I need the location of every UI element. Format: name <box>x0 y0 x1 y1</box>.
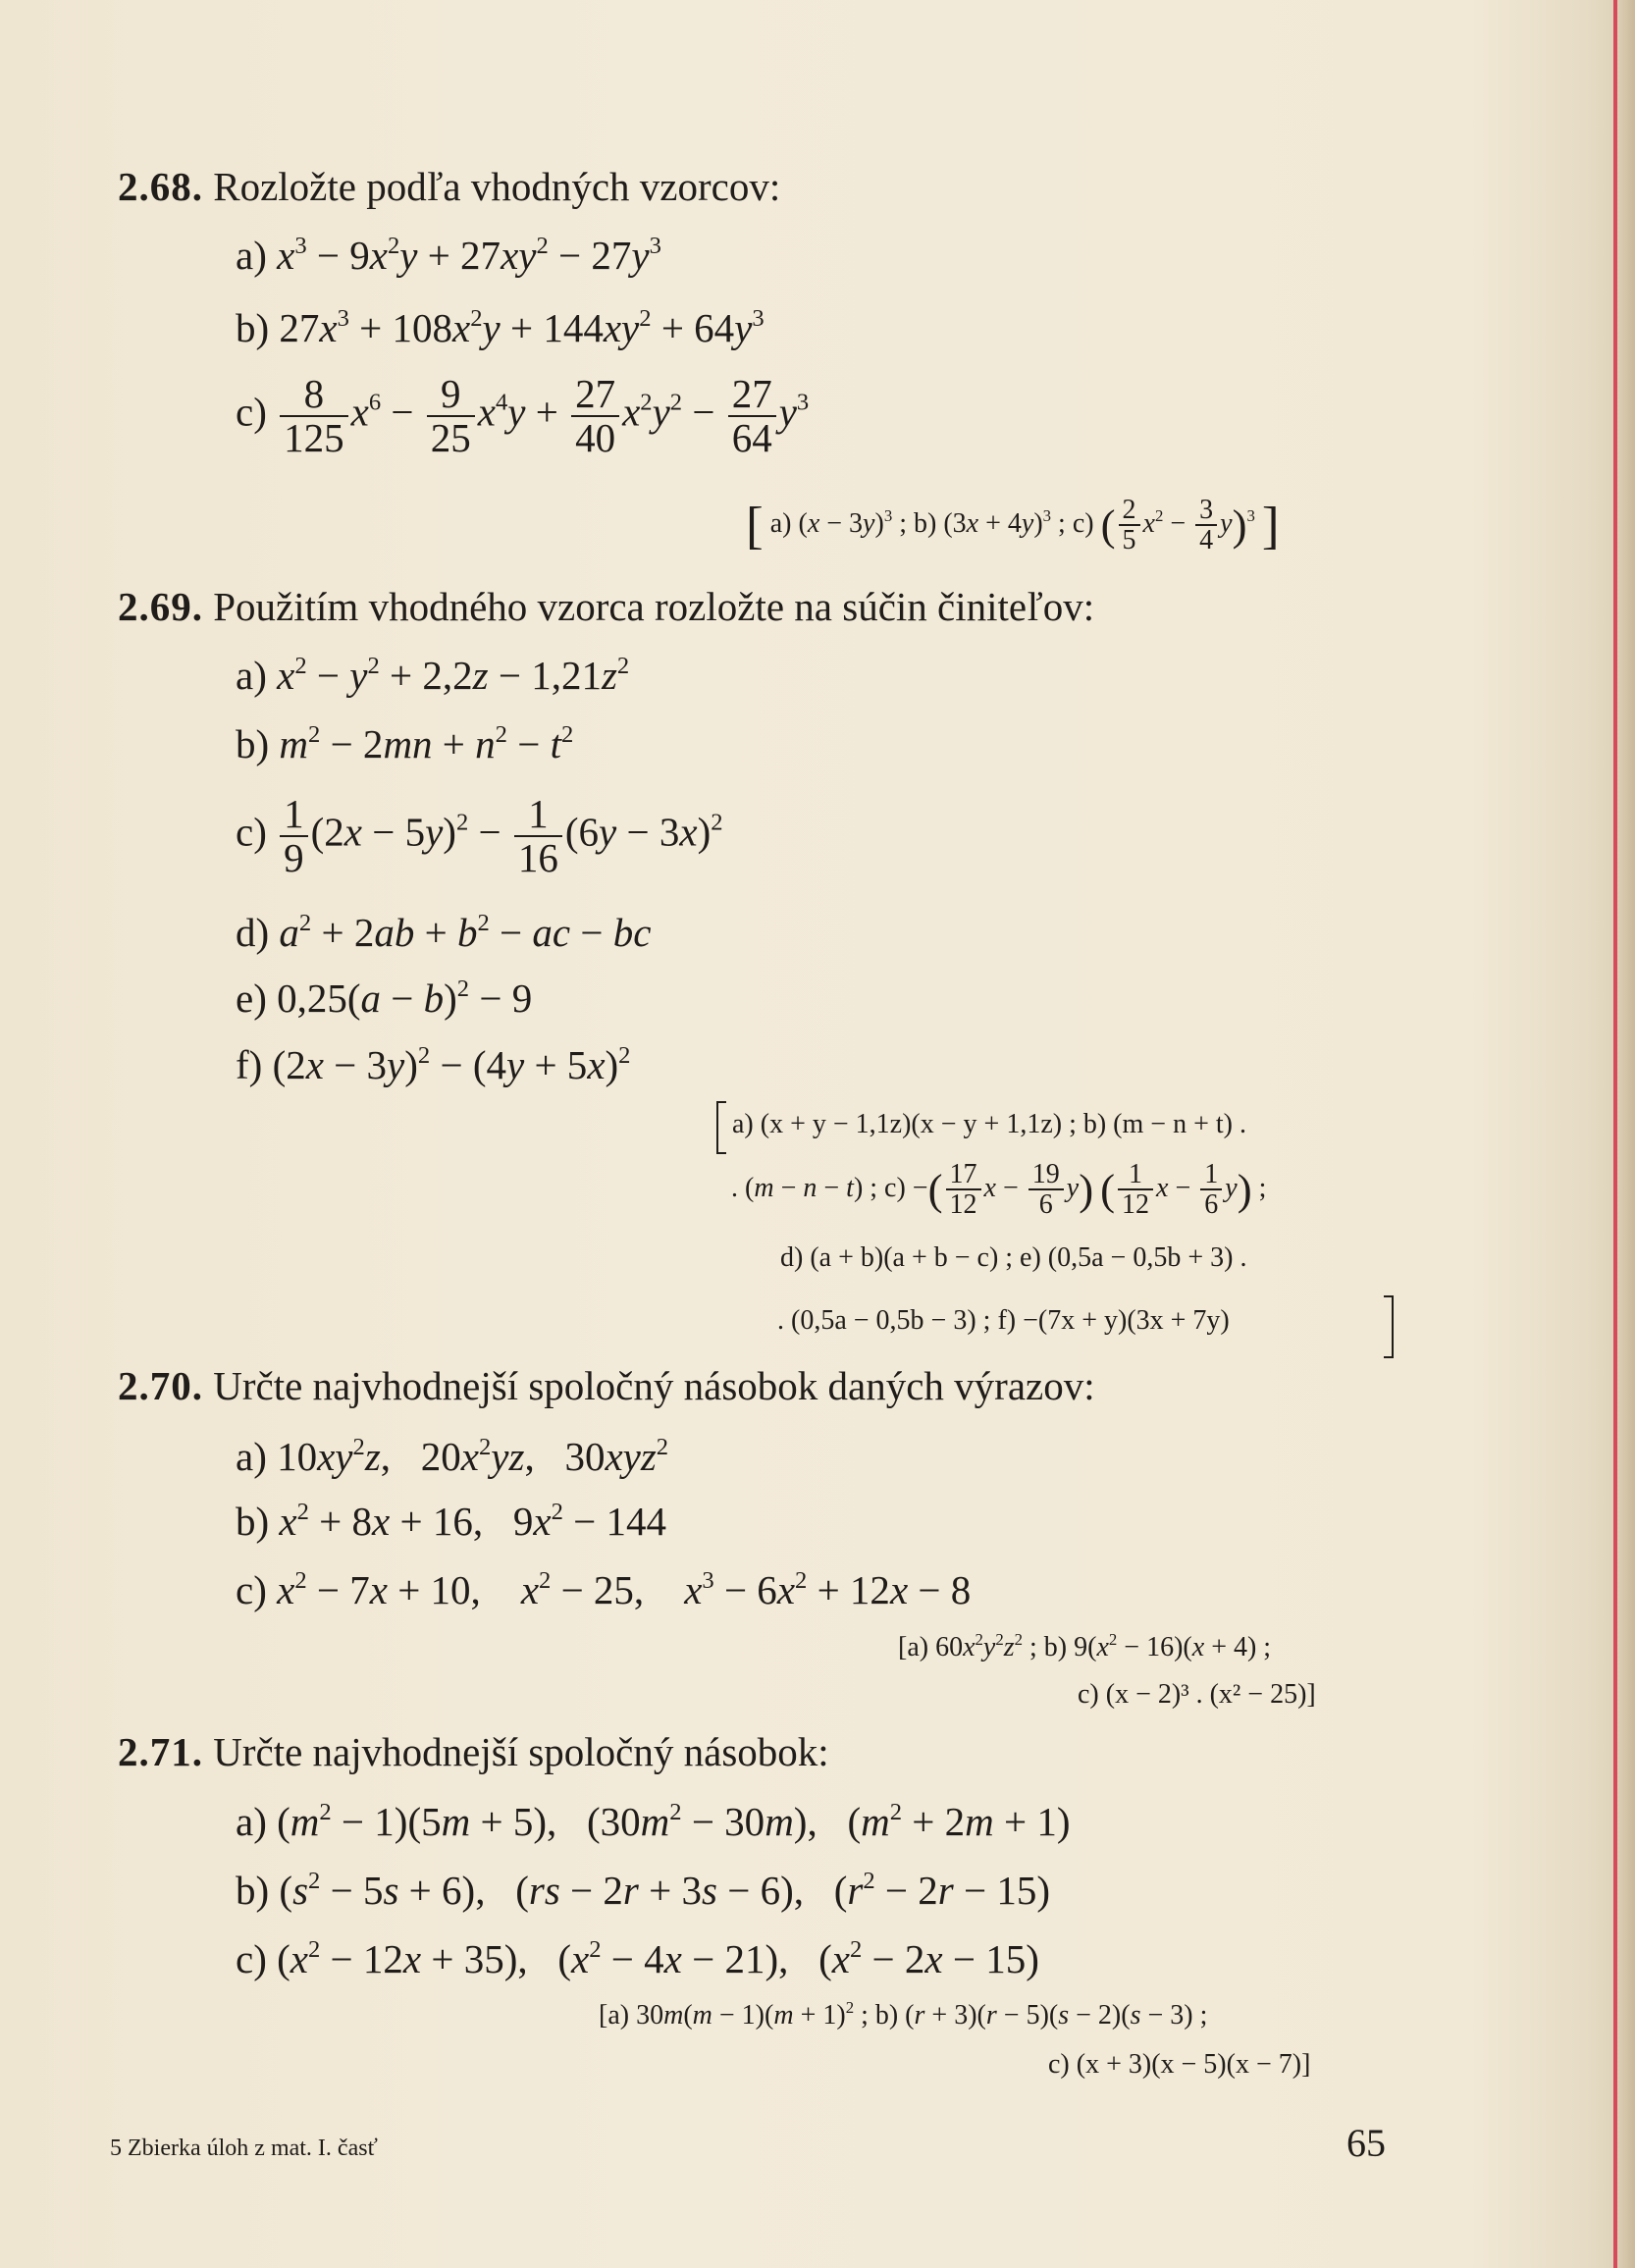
problem-2-69-answer-line3: d) (a + b)(a + b − c) ; e) (0,5a − 0,5b + 3) . <box>780 1242 1247 1273</box>
item-label: a) <box>236 1434 267 1479</box>
problem-2-71-answer-line2: c) (x + 3)(x − 5)(x − 7)] <box>1048 2049 1311 2080</box>
answer-bracket-right <box>1384 1295 1394 1358</box>
item-label: d) <box>236 910 270 955</box>
answer-bracket-left <box>716 1101 726 1154</box>
problem-title: Určte najvhodnejší spoločný násobok daných výrazov: <box>213 1363 1095 1408</box>
answer-label: b) <box>913 507 937 539</box>
problem-2-71-a: a) $(m^2 - 1)(5m + 5)$, $(30m^2 - 30m)$, $(m^2 + 2m + 1)$ <box>236 1799 1071 1844</box>
problem-number: 2.69. <box>118 584 203 629</box>
problem-2-71-b: b) $(s^2 - 5s + 6)$, (rs − 2r + 3s − 6), $(r^2 - 2r - 15)$ <box>236 1868 1051 1913</box>
item-label: c) <box>236 809 267 855</box>
answer-label: c) <box>1072 507 1094 539</box>
problem-title: Určte najvhodnejší spoločný násobok: <box>213 1729 829 1774</box>
problem-2-70-b: b) $x^2 + 8x + 16$, $9x^2 - 144$ <box>236 1499 666 1544</box>
problem-2-71-answer-line1: [a) $30m(m - 1)(m + 1)^2$ ; b) (r + 3)(r − 5)(s − 2)(s − 3) ; <box>599 1998 1208 2031</box>
problem-title: Rozložte podľa vhodných vzorcov: <box>213 164 781 209</box>
problem-2-68-b: b) $27x^3 + 108x^2y + 144xy^2 + 64y^3$ <box>236 305 765 350</box>
red-edge-stripe <box>1613 0 1617 2268</box>
problem-2-70-answer-line2: c) (x − 2)³ . (x² − 25)] <box>1078 1679 1316 1710</box>
problem-2-68-a: a) $x^3 - 9x^2y + 27xy^2 - 27y^3$ <box>236 233 661 278</box>
item-label: c) <box>236 1936 267 1981</box>
problem-title: Použitím vhodného vzorca rozložte na súčin činiteľov: <box>213 584 1095 629</box>
problem-2-69-answer-line4: . (0,5a − 0,5b − 3) ; f) −(7x + y)(3x + 7y) <box>777 1305 1230 1336</box>
problem-number: 2.71. <box>118 1729 203 1774</box>
problem-2-69-a: a) $x^2 - y^2 + 2,2z - 1,21z^2$ <box>236 653 630 698</box>
item-label: c) <box>236 389 267 435</box>
problem-2-69-f: f) $(2x - 3y)^2 - (4y + 5x)^2$ <box>236 1042 631 1087</box>
problem-2-68-answer: [ a) $(x - 3y)^3$ ; b) $(3x + 4y)^3$ ; c) ( $\frac{2}{5}$ $x^2$ − $\frac{3}{4}$ y)$^3$ ] <box>746 495 1280 556</box>
item-label: b) <box>236 721 270 766</box>
item-label: a) <box>236 653 267 698</box>
item-label: b) <box>236 1499 270 1544</box>
problem-2-69-e: e) $0,25(a - b)^2 - 9$ <box>236 976 533 1021</box>
problem-2-71-c: c) $(x^2 - 12x + 35)$, $(x^2 - 4x - 21)$, $(x^2 - 2x - 15)$ <box>236 1936 1039 1981</box>
item-label: f) <box>236 1042 263 1087</box>
problem-2-70-answer-line1: [a) $60x^2y^2z^2$ ; b) $9(x^2 - 16)(x + 4)$ ; <box>898 1630 1272 1662</box>
item-label: b) <box>236 305 270 350</box>
footer-book-title: 5 Zbierka úloh z mat. I. časť <box>110 2136 378 2161</box>
problem-2-69-d: d) $a^2 + 2ab + b^2$ − ac − bc <box>236 910 652 955</box>
problem-2-70-heading <box>118 1363 1095 1408</box>
problem-2-71-heading <box>118 1729 829 1774</box>
problem-2-69-c: c) $\frac{1}{9}$ $(2x - 5y)^2$ − $\frac{1}{16}$ $(6y - 3x)^2$ <box>236 791 723 881</box>
problem-2-69-answer-line1: a) (x + y − 1,1z)(x − y + 1,1z) ; b) (m − n + t) . <box>732 1109 1246 1139</box>
problem-number: 2.68. <box>118 164 203 209</box>
item-label: b) <box>236 1868 270 1913</box>
item-label: c) <box>236 1567 267 1612</box>
problem-2-68-heading <box>118 164 781 209</box>
problem-2-69-b: b) $m^2 - 2mn + n^2 - t^2$ <box>236 721 574 766</box>
page-number: 65 <box>1346 2121 1386 2165</box>
item-label: a) <box>236 1799 267 1844</box>
problem-2-69-answer-line2: . (m − n − t) ; c) −( $\frac{17}{12}$ x − $\frac{19}{6}$ y) ( $\frac{1}{12}$ x − $\frac{1}{6}$ y) ; <box>731 1159 1267 1221</box>
problem-number: 2.70. <box>118 1363 203 1408</box>
answer-label: a) <box>769 507 792 539</box>
problem-2-69-heading <box>118 584 1095 629</box>
problem-2-68-c: c) $\frac{8}{125}$ $x^6$ − $\frac{9}{25}$ $x^4y$ + $\frac{27}{40}$ $x^2y^2$ − $\frac{27}{64}$ $y^3$ <box>236 371 810 461</box>
problem-2-70-a: a) $10xy^2z$, $20x^2yz$, 30xyz$^2$ <box>236 1434 669 1479</box>
item-label: e) <box>236 976 267 1021</box>
problem-2-70-c: c) $x^2 - 7x + 10$, $x^2 - 25$, $x^3 - 6x^2 + 12x - 8$ <box>236 1567 972 1612</box>
item-label: a) <box>236 233 267 278</box>
